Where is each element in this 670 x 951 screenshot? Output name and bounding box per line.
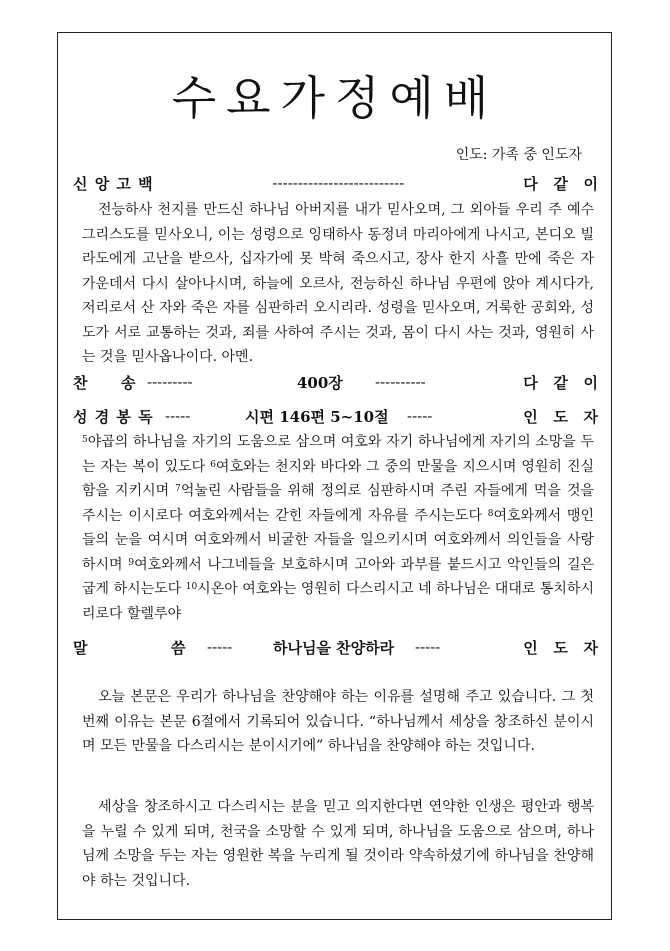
reading-dashes-1: ----- <box>165 407 191 425</box>
verse-number: 10 <box>185 582 198 592</box>
sermon-header <box>73 636 598 658</box>
hymn-label-1: 찬 <box>73 373 88 392</box>
verse-text: 여호와께서 맹인들의 눈을 여시며 여호와께서 비굴한 자들을 일으키시며 여호와께서 의인들을 사랑하시며 <box>82 507 594 573</box>
verse-number: 6 <box>210 459 216 470</box>
sermon-paragraph-1: 오늘 본문은 우리가 하나님을 찬양해야 하는 이유를 설명해 주고 있습니다. 그 첫 번째 이유는 본문 6절에서 기록되어 있습니다. “하나님께서 세상을 창조하신 분이시며 모든 만물을 다스리시는 분이시기에” 하나님을 찬양해야 하는 것입니다. <box>82 689 594 754</box>
hymn-who: 다 같 이 <box>523 373 598 392</box>
verse-text: 야곱의 하나님을 자기의 도움으로 삼으며 여호와 자기 하나님에게 자기의 소망을 두는 자는 복이 있도다 <box>82 434 594 475</box>
verse-number: 7 <box>175 484 181 494</box>
creed-dashes: -------------------------- <box>272 174 405 192</box>
verse-text: 억눌린 사람들을 위해 정의로 심판하시며 주린 자들에게 먹을 것을 주시는 이시로다 여호와께서는 갇힌 자들에게 자유를 주시는도다 <box>82 483 594 524</box>
hymn-number: 400장 <box>297 373 343 392</box>
sermon-label-2: 씀 <box>171 638 186 657</box>
sermon-topic: 하나님을 찬양하라 <box>273 638 395 657</box>
hymn-label-2: 송 <box>121 373 136 392</box>
reading-reference: 시편 146편 5~10절 <box>245 407 389 426</box>
sermon-dashes-2: ----- <box>415 638 441 656</box>
hymn-header <box>73 371 598 393</box>
sermon-paragraph-2: 세상을 창조하시고 다스리시는 분을 믿고 의지한다면 연약한 인생은 평안과 행복을 누릴 수 있게 되며, 천국을 소망할 수 있게 되며, 하나님을 도움으로 삼으며, 하나님께 소망을 두는 자는 영원한 복을 누리게 될 것이라 약속하셨기에 하나님을 찬양해야 하는 것입니다. <box>82 799 594 889</box>
hymn-dashes-1: --------- <box>147 373 193 391</box>
sermon-label-1: 말 <box>73 638 88 657</box>
verse-text: 여호와는 천지와 바다와 그 중의 만물을 지으시며 영원히 진실함을 지키시며 <box>82 458 594 499</box>
reading-dashes-2: ----- <box>407 407 433 425</box>
reading-who: 인 도 자 <box>523 407 598 426</box>
scripture-text <box>82 430 594 626</box>
verse-text: 여호와께서 나그네들을 보호하시며 고아와 과부를 붙드시고 악인들의 길은 굽게 하시는도다 <box>82 556 594 597</box>
reading-label: 성 경 봉 독 <box>73 407 154 426</box>
creed-text: 전능하사 천지를 만드신 하나님 아버지를 내가 믿사오며, 그 외아들 우리 주 예수 그리스도를 믿사오니, 이는 성령으로 잉태하사 동정녀 마리아에게 나시고, 본디오 빌라도에게 고난을 받으사, 십자가에 못 박혀 죽으시고, 장사 한지 사흘 만에 죽은 자 가운데서 다시 살아나시며, 하늘에 오르사, 전능하신 하나님 우편에 앉아 계시다가, 저리로서 산 자와 죽은 자를 심판하러 오시리라. 성령을 믿사오며, 거룩한 공회와, 성도가 서로 교통하는 것과, 죄를 사하여 주시는 것과, 몸이 다시 사는 것과, 영원히 사는 것을 믿사옵나이다. 아멘. <box>82 202 594 365</box>
leader-line: 인도: 가족 중 인도자 <box>455 147 582 163</box>
hymn-dashes-2: ---------- <box>375 373 426 391</box>
creed-who: 다 같 이 <box>523 174 598 193</box>
creed-label: 신 앙 고 백 <box>73 174 154 193</box>
sermon-dashes-1: ----- <box>207 638 233 656</box>
verse-number: 8 <box>487 508 494 519</box>
verse-number: 9 <box>128 557 135 568</box>
sermon-who: 인 도 자 <box>523 638 598 657</box>
verse-number: 5 <box>82 435 88 445</box>
reading-header <box>73 405 598 427</box>
creed-header <box>73 172 598 194</box>
page-title: 수요가정예배 <box>171 71 499 125</box>
verse-text: 시온아 여호와는 영원히 다스리시고 네 하나님은 대대로 통치하시리로다 할렐루야 <box>82 581 594 622</box>
